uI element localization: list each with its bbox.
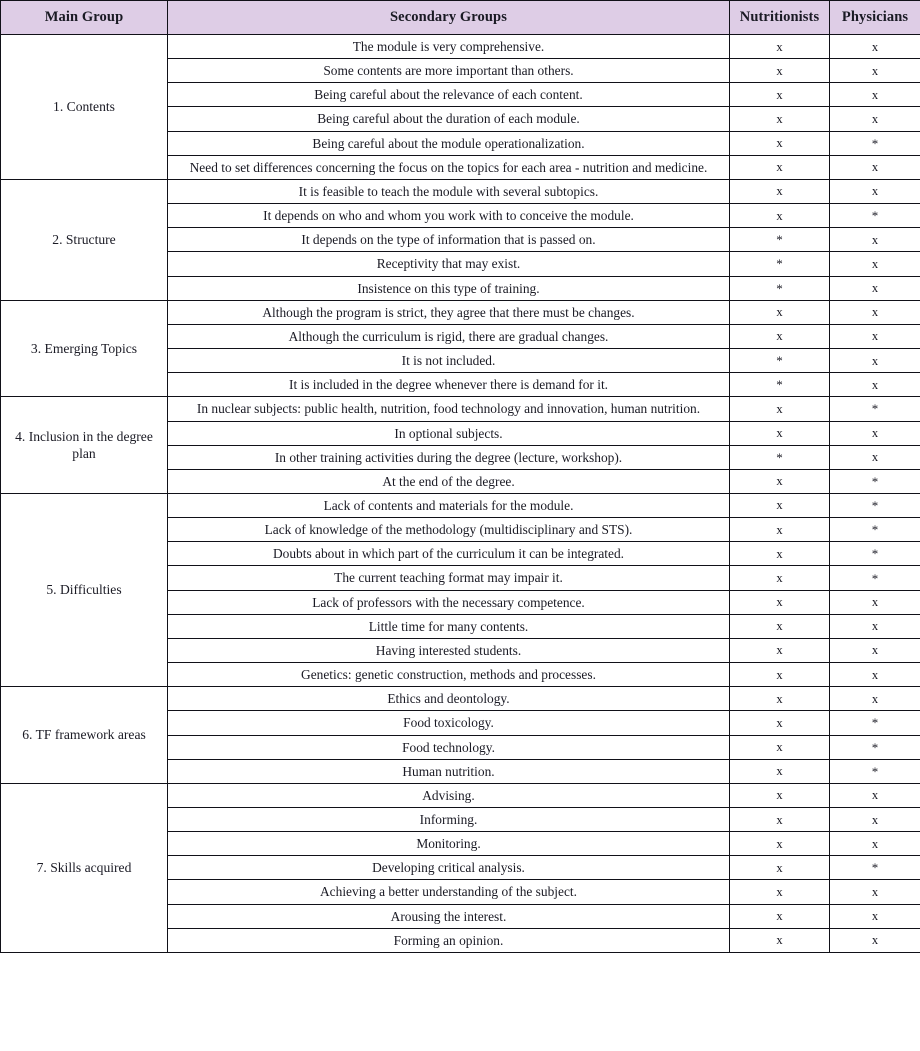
physicians-mark-cell: x bbox=[830, 300, 920, 324]
nutritionists-mark-cell: x bbox=[730, 421, 830, 445]
main-group-cell: 3. Emerging Topics bbox=[1, 300, 168, 397]
secondary-group-cell: The current teaching format may impair it. bbox=[168, 566, 730, 590]
nutritionists-mark-cell: x bbox=[730, 880, 830, 904]
secondary-group-cell: Need to set differences concerning the focus on the topics for each area - nutrition and medicine. bbox=[168, 155, 730, 179]
secondary-group-cell: Developing critical analysis. bbox=[168, 856, 730, 880]
nutritionists-mark-cell: * bbox=[730, 373, 830, 397]
main-group-cell: 6. TF framework areas bbox=[1, 687, 168, 784]
physicians-mark-cell: * bbox=[830, 711, 920, 735]
physicians-mark-cell: * bbox=[830, 542, 920, 566]
physicians-mark-cell: x bbox=[830, 445, 920, 469]
physicians-mark-cell: x bbox=[830, 687, 920, 711]
secondary-group-cell: Doubts about in which part of the curriculum it can be integrated. bbox=[168, 542, 730, 566]
nutritionists-mark-cell: x bbox=[730, 300, 830, 324]
physicians-mark-cell: x bbox=[830, 904, 920, 928]
secondary-group-cell: Forming an opinion. bbox=[168, 928, 730, 952]
table-row bbox=[1, 179, 920, 203]
physicians-mark-cell: x bbox=[830, 276, 920, 300]
secondary-group-cell: In nuclear subjects: public health, nutrition, food technology and innovation, human nutrition. bbox=[168, 397, 730, 421]
physicians-mark-cell: x bbox=[830, 59, 920, 83]
physicians-mark-cell: x bbox=[830, 783, 920, 807]
nutritionists-mark-cell: x bbox=[730, 131, 830, 155]
physicians-mark-cell: x bbox=[830, 832, 920, 856]
nutritionists-mark-cell: x bbox=[730, 518, 830, 542]
physicians-mark-cell: * bbox=[830, 397, 920, 421]
physicians-mark-cell: x bbox=[830, 179, 920, 203]
physicians-mark-cell: * bbox=[830, 518, 920, 542]
physicians-mark-cell: x bbox=[830, 324, 920, 348]
main-group-cell: 7. Skills acquired bbox=[1, 783, 168, 952]
nutritionists-mark-cell: * bbox=[730, 252, 830, 276]
secondary-group-cell: Being careful about the relevance of each content. bbox=[168, 83, 730, 107]
physicians-mark-cell: x bbox=[830, 349, 920, 373]
physicians-mark-cell: * bbox=[830, 856, 920, 880]
nutritionists-mark-cell: x bbox=[730, 324, 830, 348]
physicians-mark-cell: * bbox=[830, 493, 920, 517]
secondary-group-cell: Informing. bbox=[168, 808, 730, 832]
nutritionists-mark-cell: x bbox=[730, 711, 830, 735]
secondary-group-cell: It depends on the type of information that is passed on. bbox=[168, 228, 730, 252]
nutritionists-mark-cell: x bbox=[730, 663, 830, 687]
physicians-mark-cell: x bbox=[830, 928, 920, 952]
nutritionists-mark-cell: x bbox=[730, 397, 830, 421]
table-header bbox=[1, 1, 920, 35]
secondary-group-cell: Receptivity that may exist. bbox=[168, 252, 730, 276]
table-row bbox=[1, 687, 920, 711]
nutritionists-mark-cell: x bbox=[730, 783, 830, 807]
nutritionists-mark-cell: x bbox=[730, 59, 830, 83]
secondary-group-cell: Human nutrition. bbox=[168, 759, 730, 783]
secondary-group-cell: Some contents are more important than others. bbox=[168, 59, 730, 83]
nutritionists-mark-cell: x bbox=[730, 35, 830, 59]
secondary-group-cell: Insistence on this type of training. bbox=[168, 276, 730, 300]
physicians-mark-cell: x bbox=[830, 880, 920, 904]
secondary-group-cell: In optional subjects. bbox=[168, 421, 730, 445]
nutritionists-mark-cell: x bbox=[730, 542, 830, 566]
secondary-group-cell: Although the curriculum is rigid, there are gradual changes. bbox=[168, 324, 730, 348]
main-group-cell: 2. Structure bbox=[1, 179, 168, 300]
physicians-mark-cell: x bbox=[830, 228, 920, 252]
nutritionists-mark-cell: x bbox=[730, 687, 830, 711]
physicians-mark-cell: x bbox=[830, 663, 920, 687]
physicians-mark-cell: * bbox=[830, 759, 920, 783]
secondary-group-cell: Arousing the interest. bbox=[168, 904, 730, 928]
secondary-group-cell: Being careful about the module operationalization. bbox=[168, 131, 730, 155]
physicians-mark-cell: x bbox=[830, 808, 920, 832]
secondary-group-cell: Having interested students. bbox=[168, 638, 730, 662]
nutritionists-mark-cell: x bbox=[730, 759, 830, 783]
secondary-group-cell: It is not included. bbox=[168, 349, 730, 373]
nutritionists-mark-cell: x bbox=[730, 735, 830, 759]
physicians-mark-cell: x bbox=[830, 252, 920, 276]
nutritionists-mark-cell: x bbox=[730, 904, 830, 928]
secondary-group-cell: Lack of professors with the necessary competence. bbox=[168, 590, 730, 614]
nutritionists-mark-cell: x bbox=[730, 590, 830, 614]
physicians-mark-cell: x bbox=[830, 614, 920, 638]
nutritionists-mark-cell: x bbox=[730, 832, 830, 856]
table-row bbox=[1, 300, 920, 324]
table-body bbox=[1, 35, 920, 953]
secondary-group-cell: Lack of contents and materials for the module. bbox=[168, 493, 730, 517]
nutritionists-mark-cell: x bbox=[730, 204, 830, 228]
nutritionists-mark-cell: x bbox=[730, 469, 830, 493]
nutritionists-mark-cell: x bbox=[730, 83, 830, 107]
nutritionists-mark-cell: x bbox=[730, 179, 830, 203]
secondary-group-cell: Genetics: genetic construction, methods and processes. bbox=[168, 663, 730, 687]
physicians-mark-cell: x bbox=[830, 373, 920, 397]
nutritionists-mark-cell: x bbox=[730, 493, 830, 517]
secondary-group-cell: It is included in the degree whenever there is demand for it. bbox=[168, 373, 730, 397]
secondary-group-cell: Lack of knowledge of the methodology (multidisciplinary and STS). bbox=[168, 518, 730, 542]
secondary-group-cell: It is feasible to teach the module with several subtopics. bbox=[168, 179, 730, 203]
main-group-cell: 1. Contents bbox=[1, 35, 168, 180]
column-header-nutritionists: Nutritionists bbox=[730, 1, 830, 35]
physicians-mark-cell: * bbox=[830, 566, 920, 590]
header-row bbox=[1, 1, 920, 35]
nutritionists-mark-cell: * bbox=[730, 276, 830, 300]
nutritionists-mark-cell: x bbox=[730, 928, 830, 952]
secondary-group-cell: Being careful about the duration of each module. bbox=[168, 107, 730, 131]
physicians-mark-cell: x bbox=[830, 590, 920, 614]
physicians-mark-cell: x bbox=[830, 638, 920, 662]
nutritionists-mark-cell: * bbox=[730, 228, 830, 252]
secondary-group-cell: Achieving a better understanding of the subject. bbox=[168, 880, 730, 904]
physicians-mark-cell: x bbox=[830, 107, 920, 131]
physicians-mark-cell: x bbox=[830, 421, 920, 445]
main-group-cell: 5. Difficulties bbox=[1, 493, 168, 686]
secondary-group-cell: It depends on who and whom you work with to conceive the module. bbox=[168, 204, 730, 228]
nutritionists-mark-cell: x bbox=[730, 566, 830, 590]
nutritionists-mark-cell: x bbox=[730, 155, 830, 179]
secondary-group-cell: Monitoring. bbox=[168, 832, 730, 856]
secondary-group-cell: Although the program is strict, they agree that there must be changes. bbox=[168, 300, 730, 324]
nutritionists-mark-cell: x bbox=[730, 638, 830, 662]
physicians-mark-cell: * bbox=[830, 469, 920, 493]
column-header-main-group: Main Group bbox=[1, 1, 168, 35]
column-header-physicians: Physicians bbox=[830, 1, 920, 35]
table-row bbox=[1, 783, 920, 807]
table-row bbox=[1, 35, 920, 59]
secondary-group-cell: Ethics and deontology. bbox=[168, 687, 730, 711]
physicians-mark-cell: x bbox=[830, 155, 920, 179]
column-header-secondary-groups: Secondary Groups bbox=[168, 1, 730, 35]
secondary-group-cell: Little time for many contents. bbox=[168, 614, 730, 638]
physicians-mark-cell: * bbox=[830, 204, 920, 228]
table-row bbox=[1, 397, 920, 421]
table-row bbox=[1, 493, 920, 517]
physicians-mark-cell: x bbox=[830, 83, 920, 107]
nutritionists-mark-cell: x bbox=[730, 614, 830, 638]
nutritionists-mark-cell: x bbox=[730, 808, 830, 832]
nutritionists-mark-cell: x bbox=[730, 107, 830, 131]
secondary-group-cell: At the end of the degree. bbox=[168, 469, 730, 493]
physicians-mark-cell: * bbox=[830, 735, 920, 759]
secondary-group-cell: In other training activities during the degree (lecture, workshop). bbox=[168, 445, 730, 469]
physicians-mark-cell: * bbox=[830, 131, 920, 155]
secondary-group-cell: Food technology. bbox=[168, 735, 730, 759]
secondary-group-cell: Advising. bbox=[168, 783, 730, 807]
physicians-mark-cell: x bbox=[830, 35, 920, 59]
secondary-group-cell: Food toxicology. bbox=[168, 711, 730, 735]
nutritionists-mark-cell: * bbox=[730, 349, 830, 373]
main-group-cell: 4. Inclusion in the degree plan bbox=[1, 397, 168, 494]
secondary-group-cell: The module is very comprehensive. bbox=[168, 35, 730, 59]
nutritionists-mark-cell: * bbox=[730, 445, 830, 469]
nutritionists-mark-cell: x bbox=[730, 856, 830, 880]
